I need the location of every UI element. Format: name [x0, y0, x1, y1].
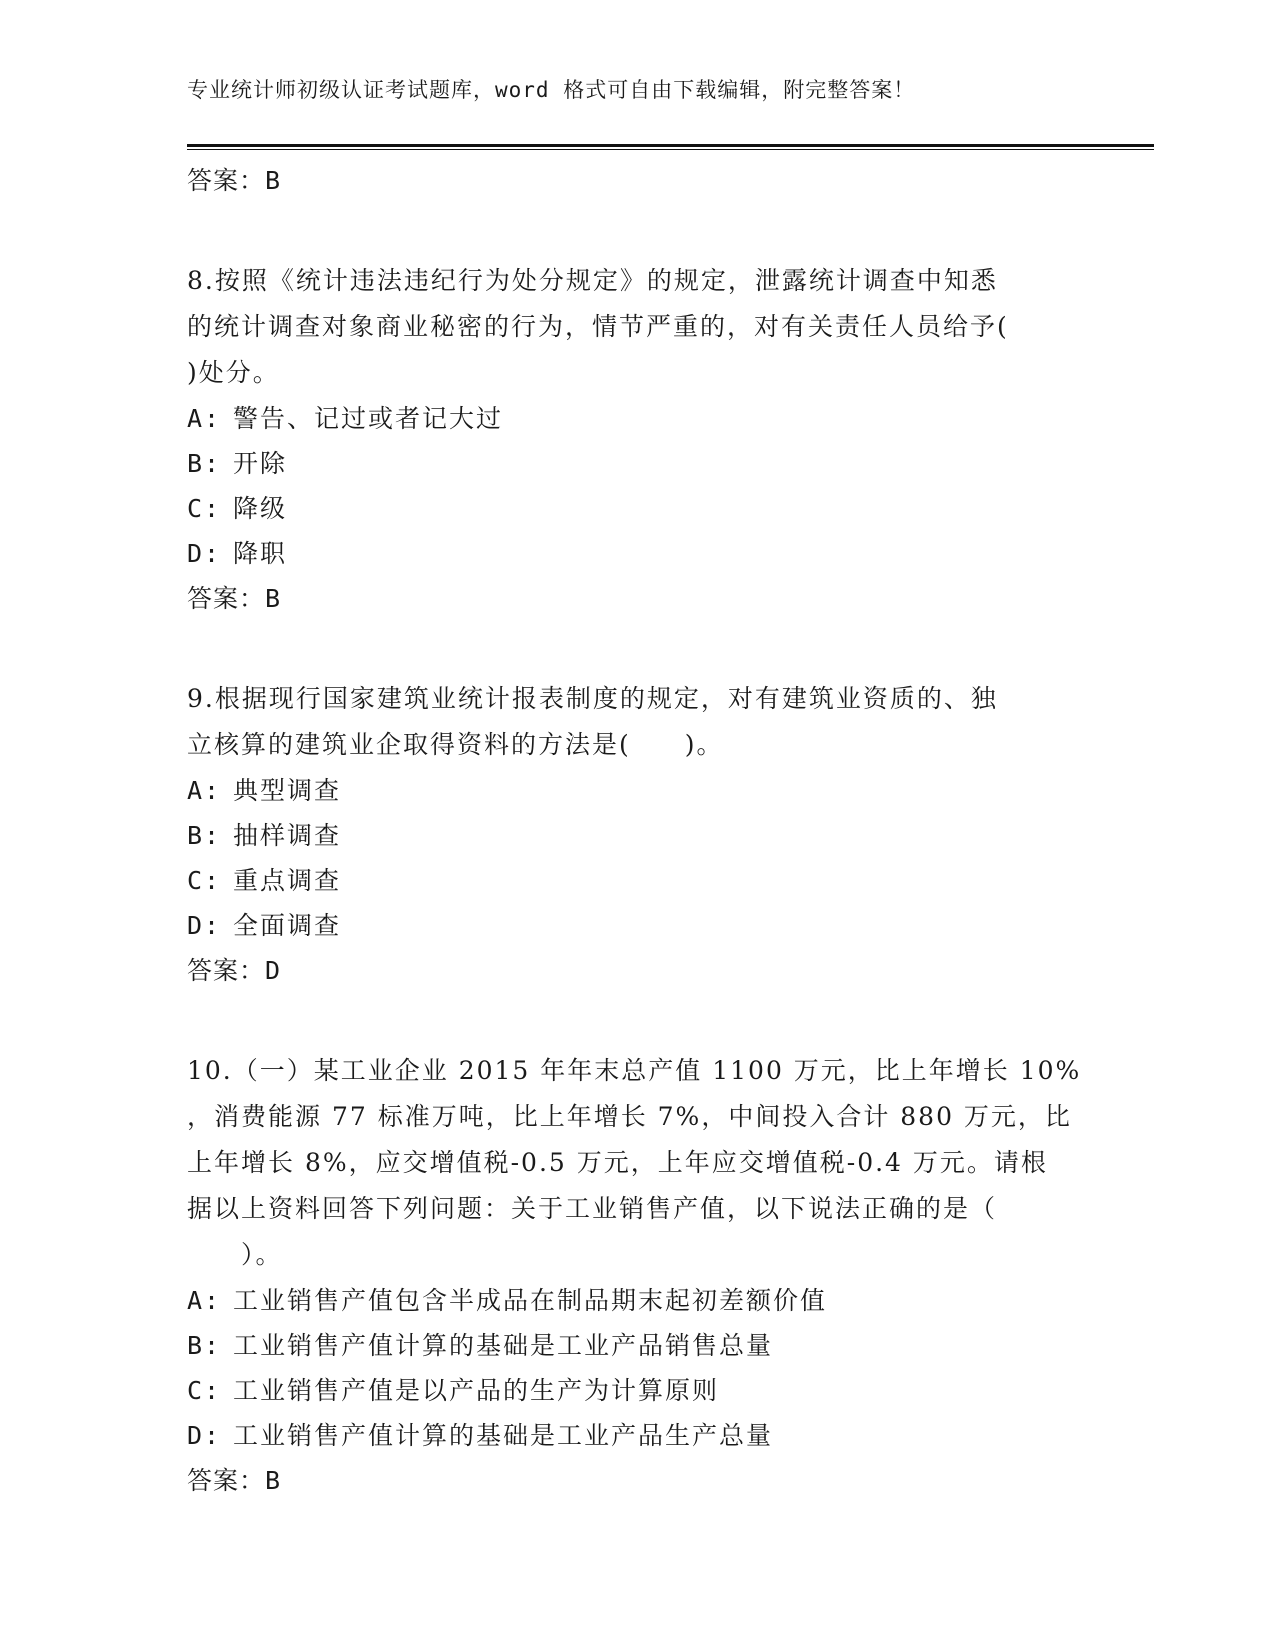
option-a: [187, 768, 1087, 813]
option-text: 工业销售产值是以产品的生产为计算原则: [233, 1376, 720, 1405]
option-letter: B:: [187, 821, 222, 850]
option-letter: C:: [187, 494, 222, 523]
option-text: 工业销售产值计算的基础是工业产品生产总量: [233, 1421, 774, 1450]
option-letter: B:: [187, 449, 222, 478]
question-line: 10.（一）某工业企业 2015 年年末总产值 1100 万元，比上年增长 10%: [187, 1056, 1082, 1085]
option-letter: D:: [187, 1421, 222, 1450]
option-b: [187, 813, 1087, 858]
question-line: 9.根据现行国家建筑业统计报表制度的规定，对有建筑业资质的、独: [187, 684, 998, 713]
question-line: 上年增长 8%，应交增值税-0.5 万元，上年应交增值税-0.4 万元。请根: [187, 1148, 1048, 1177]
option-text: 全面调查: [233, 911, 342, 940]
question-text: [187, 1048, 1087, 1278]
option-c: [187, 1368, 1087, 1413]
option-letter: A:: [187, 776, 222, 805]
answer: 答案：B: [187, 1466, 282, 1495]
question-8: [187, 258, 1087, 622]
option-text: 警告、记过或者记大过: [233, 404, 504, 433]
question-line: 8.按照《统计违法违纪行为处分规定》的规定，泄露统计调查中知悉: [187, 266, 998, 295]
answer: 答案：D: [187, 956, 282, 985]
option-d: [187, 903, 1087, 948]
option-a: [187, 396, 1087, 441]
option-letter: A:: [187, 404, 222, 433]
option-c: [187, 858, 1087, 903]
option-text: 工业销售产值包含半成品在制品期末起初差额价值: [233, 1286, 828, 1315]
option-letter: B:: [187, 1331, 222, 1360]
question-line: 的统计调查对象商业秘密的行为，情节严重的，对有关责任人员给予(: [187, 312, 1009, 341]
option-text: 降职: [233, 539, 288, 568]
question-text: [187, 676, 1087, 768]
option-letter: C:: [187, 1376, 222, 1405]
option-text: 典型调查: [233, 776, 342, 805]
option-d: [187, 531, 1087, 576]
option-text: 降级: [233, 494, 288, 523]
answer: 答案：B: [187, 584, 282, 613]
question-line: 据以上资料回答下列问题：关于工业销售产值，以下说法正确的是（: [187, 1194, 998, 1223]
option-c: [187, 486, 1087, 531]
question-10: [187, 1048, 1087, 1504]
option-letter: D:: [187, 539, 222, 568]
option-text: 开除: [233, 449, 288, 478]
option-d: [187, 1413, 1087, 1458]
header-rule-thin: [187, 149, 1154, 150]
page-header: 专业统计师初级认证考试题库，word 格式可自由下载编辑，附完整答案！: [187, 78, 916, 102]
option-text: 抽样调查: [233, 821, 342, 850]
option-b: [187, 441, 1087, 486]
question-text: [187, 258, 1087, 396]
option-a: [187, 1278, 1087, 1323]
option-letter: A:: [187, 1286, 222, 1315]
header-rule: [187, 144, 1154, 147]
question-9: [187, 676, 1087, 994]
question-line: )处分。: [187, 358, 280, 387]
question-line: ，消费能源 77 标准万吨，比上年增长 7%，中间投入合计 880 万元，比: [187, 1102, 1072, 1131]
previous-answer: 答案：B: [187, 166, 282, 195]
option-b: [187, 1323, 1087, 1368]
option-text: 重点调查: [233, 866, 342, 895]
option-letter: D:: [187, 911, 222, 940]
question-line: 立核算的建筑业企取得资料的方法是( )。: [187, 730, 724, 759]
option-letter: C:: [187, 866, 222, 895]
question-line: ）。: [187, 1240, 283, 1269]
option-text: 工业销售产值计算的基础是工业产品销售总量: [233, 1331, 774, 1360]
document-body: [187, 158, 1087, 1504]
